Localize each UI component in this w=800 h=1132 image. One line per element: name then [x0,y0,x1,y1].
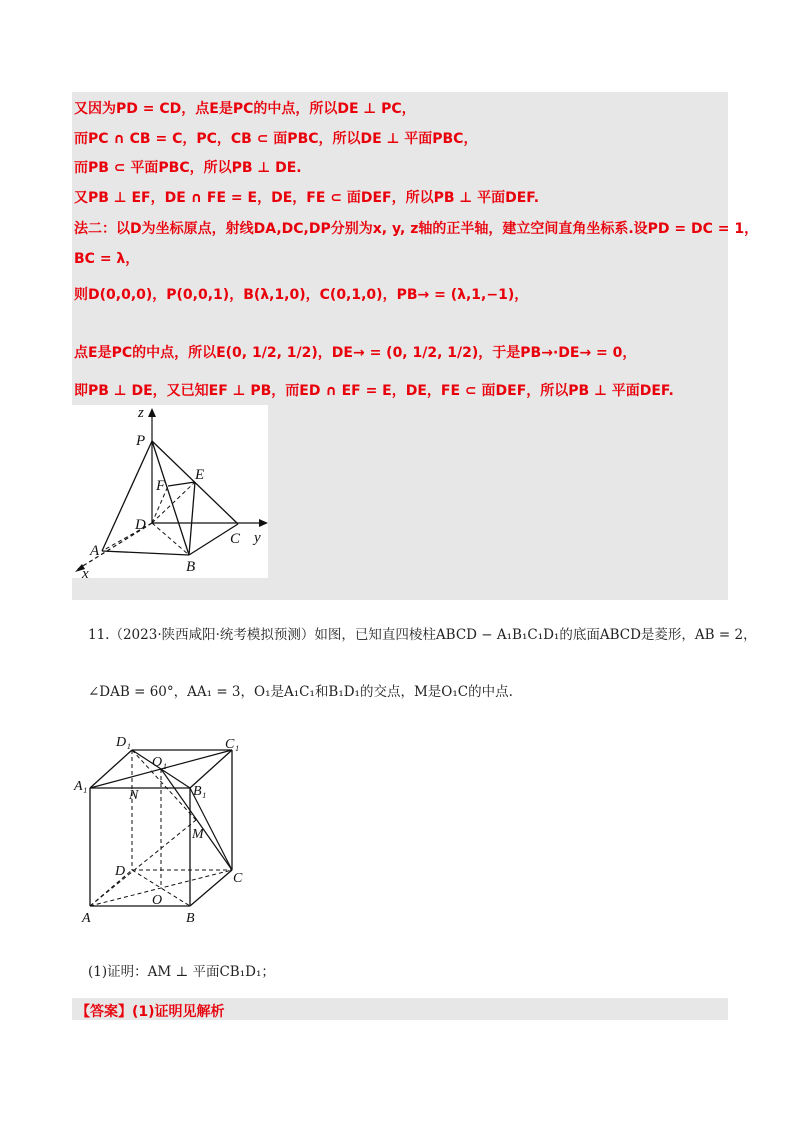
label-d: D [135,517,146,533]
label-c: C [230,531,241,547]
solution-line-3: 而PB ⊂ 平面PBC，所以PB ⊥ DE. [74,160,302,176]
pyramid-figure [72,405,268,578]
label-f: F [156,478,166,494]
solution-line-2: 而PC ∩ CB = C，PC，CB ⊂ 面PBC，所以DE ⊥ 平面PBC， [74,131,478,147]
label-c1: C₁ [225,737,240,752]
label-a: A [90,543,100,559]
solution-line-7: 则D(0,0,0)，P(0,0,1)，B(λ,1,0)，C(0,1,0)，PB→ = (λ,1,−1)， [74,287,529,303]
question-line-1: 11.（2023·陕西咸阳·统考模拟预测）如图，已知直四棱柱ABCD − A₁B₁C₁D₁的底面ABCD是菱形，AB = 2， [88,627,757,643]
solution-line-5: 法二：以D为坐标原点，射线DA,DC,DP分别为x, y, z轴的正半轴，建立空间直角坐标系.设PD = DC = 1， [74,221,759,237]
label-b1: B₁ [193,784,207,799]
question-part-1: (1)证明：AM ⊥ 平面CB₁D₁； [88,964,275,980]
label-d: D [115,864,126,879]
prism-diagram [72,732,272,927]
label-n: N [129,788,139,803]
label-a: A [82,911,91,926]
label-b: B [186,559,196,575]
solution-line-4: 又PB ⊥ EF，DE ∩ FE = E，DE，FE ⊂ 面DEF，所以PB ⊥ 平面DEF. [74,190,540,206]
prism-figure [72,732,272,927]
label-e: E [195,467,205,483]
label-m: M [192,827,204,842]
pyramid-diagram [72,405,268,578]
label-o: O [152,893,163,908]
solution-line-1: 又因为PD = CD，点E是PC的中点，所以DE ⊥ PC， [74,101,416,117]
solution-line-8: 点E是PC的中点，所以E(0, 1/2, 1/2)，DE→ = (0, 1/2, 1/2)，于是PB→·DE→ = 0， [74,345,637,361]
label-b: B [186,911,195,926]
label-y: y [254,530,261,546]
label-a1: A₁ [74,779,88,794]
label-z: z [138,405,144,421]
label-o1: O₁ [152,755,167,770]
solution-line-6: BC = λ， [74,251,140,267]
answer-text: 【答案】(1)证明见解析 [76,1004,225,1020]
solution-line-9: 即PB ⊥ DE，又已知EF ⊥ PB，而ED ∩ EF = E，DE，FE ⊂ 面DEF，所以PB ⊥ 平面DEF. [74,383,674,399]
question-line-2: ∠DAB = 60°，AA₁ = 3，O₁是A₁C₁和B₁D₁的交点，M是O₁C的中点. [88,684,513,700]
label-c: C [233,871,243,886]
label-p: P [136,433,146,449]
label-x: x [82,566,89,578]
label-d1: D₁ [116,735,131,750]
